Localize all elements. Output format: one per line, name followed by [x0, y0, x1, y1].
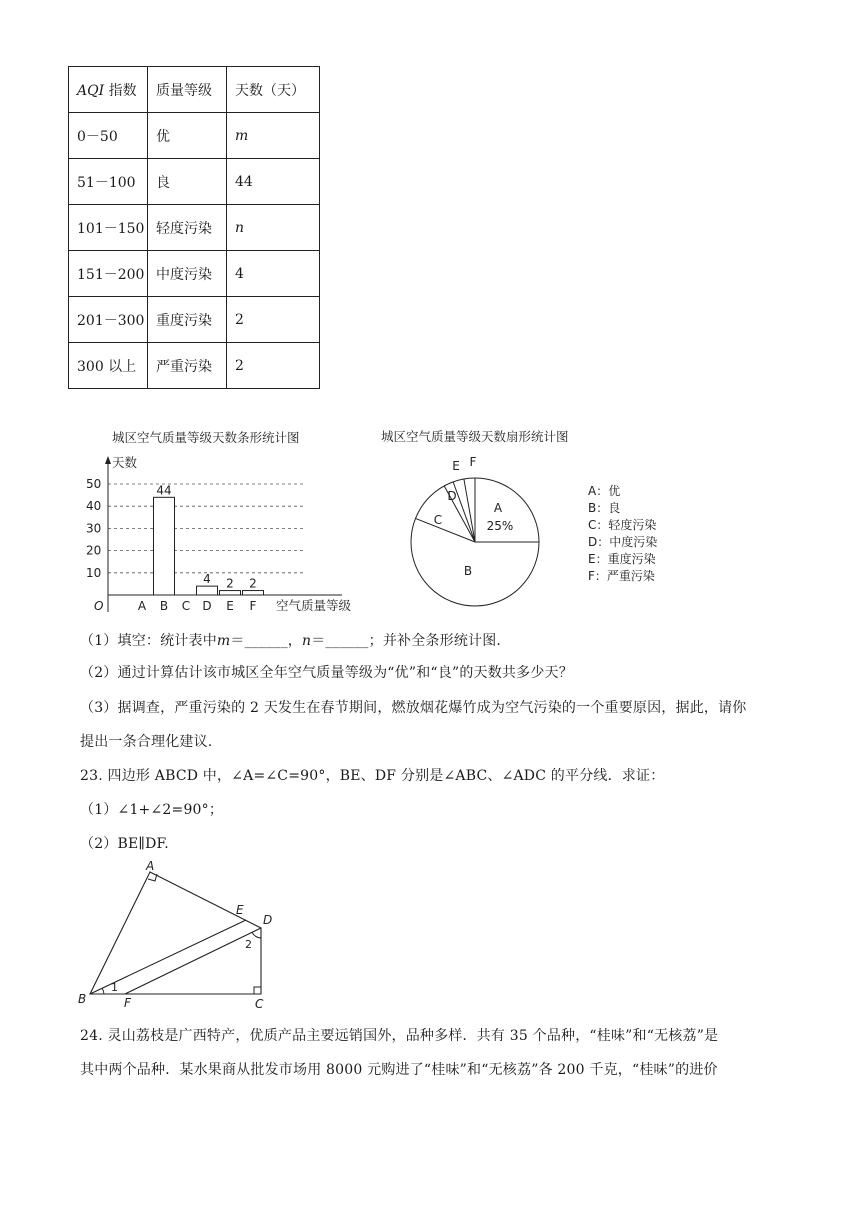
- origin-label: O: [94, 599, 104, 613]
- angle-2-label: 2: [245, 938, 252, 951]
- quadrilateral-abcd: [90, 872, 261, 994]
- cell-level: 轻度污染: [148, 205, 227, 251]
- cell-days: 44: [227, 159, 320, 205]
- y-ticks: [86, 477, 101, 580]
- y-axis-arrow: [105, 456, 111, 464]
- legend-entry: E：重度污染: [588, 552, 656, 566]
- aqi-table: [68, 66, 320, 389]
- table-row: [69, 205, 320, 251]
- point-b-label: B: [78, 992, 87, 1006]
- table-header-row: [69, 67, 320, 113]
- cell-days: 4: [227, 251, 320, 297]
- x-tick-label: F: [249, 599, 257, 613]
- q1-n: n: [302, 633, 312, 649]
- cell-range: 300 以上: [69, 343, 148, 389]
- cell-level: 优: [148, 113, 227, 159]
- cell-range: 51－100: [69, 159, 148, 205]
- pie-chart-title: 城区空气质量等级天数扇形统计图: [381, 429, 569, 444]
- y-tick-label: 30: [86, 521, 102, 536]
- bar-data-label: 44: [156, 483, 172, 498]
- pie-slice-label: F: [469, 455, 477, 469]
- legend-entry: A：优: [588, 484, 621, 498]
- y-tick-label: 10: [86, 565, 102, 580]
- bars: [138, 483, 264, 613]
- question-3-line2: 提出一条合理化建议.: [80, 734, 213, 750]
- table-row: [69, 159, 320, 205]
- cell-days: n: [227, 205, 320, 251]
- problem-23-part1: （1）∠1+∠2=90°；: [80, 802, 224, 818]
- legend-entry: C：轻度污染: [588, 518, 657, 532]
- header-level: 质量等级: [148, 67, 227, 113]
- table-row: [69, 297, 320, 343]
- y-tick-label: 50: [86, 477, 102, 491]
- q1-prefix: （1）填空：统计表中: [80, 633, 217, 649]
- legend-entry: B：良: [588, 501, 621, 515]
- point-e-label: E: [236, 903, 244, 917]
- point-d-label: D: [263, 913, 273, 927]
- question-1: [80, 631, 501, 651]
- pie-slice-label: E: [452, 459, 460, 473]
- cell-range: 0－50: [69, 113, 148, 159]
- problem-24-line1: 24. 灵山荔枝是广西特产，优质产品主要远销国外，品种多样．共有 35 个品种，“桂味”和“无核荔”是: [80, 1028, 719, 1044]
- problem-24-line2: 其中两个品种．某水果商从批发市场用 8000 元购进了“桂味”和“无核荔”各 200 千克，“桂味”的进价: [80, 1062, 718, 1078]
- question-3-line1: （3）据调查，严重污染的 2 天发生在春节期间，燃放烟花爆竹成为空气污染的一个重要原因，据此，请你: [80, 700, 747, 716]
- header-aqi: AQI 指数: [69, 67, 148, 113]
- bisector-df: [125, 928, 261, 994]
- x-tick-label: A: [137, 599, 147, 613]
- bar-F: [243, 591, 264, 595]
- bar-data-label: 2: [226, 576, 234, 591]
- table-row: [69, 251, 320, 297]
- angle-1-arc: [102, 988, 104, 994]
- bar-chart: [80, 420, 380, 620]
- pie-legend: [588, 483, 657, 583]
- bar-data-label: 4: [203, 572, 211, 587]
- x-tick-label: C: [181, 599, 191, 613]
- right-angle-c: [254, 987, 261, 994]
- table-row: [69, 343, 320, 389]
- cell-level: 中度污染: [148, 251, 227, 297]
- pie-pct-label: 25%: [486, 519, 514, 533]
- bar-E: [220, 591, 241, 595]
- angle-2-arc: [252, 932, 261, 938]
- cell-days: 2: [227, 343, 320, 389]
- cell-level: 良: [148, 159, 227, 205]
- cell-days: 2: [227, 297, 320, 343]
- question-2: （2）通过计算估计该市城区全年空气质量等级为“优”和“良”的天数共多少天？: [80, 665, 573, 681]
- cell-level: 严重污染: [148, 343, 227, 389]
- y-axis-label: 天数: [112, 455, 138, 470]
- angle-1-label: 1: [111, 981, 118, 994]
- cell-level: 重度污染: [148, 297, 227, 343]
- x-axis-label: 空气质量等级: [276, 598, 352, 613]
- pie-slice-label: C: [433, 513, 443, 527]
- legend-entry: F：严重污染: [588, 569, 655, 583]
- cell-range: 101－150: [69, 205, 148, 251]
- cell-range: 201－300: [69, 297, 148, 343]
- bar-chart-title: 城区空气质量等级天数条形统计图: [112, 430, 300, 445]
- pie-slices: [411, 455, 539, 606]
- y-tick-label: 20: [86, 543, 102, 558]
- point-c-label: C: [255, 997, 264, 1011]
- problem-23-part2: （2）BE∥DF.: [80, 836, 169, 852]
- table-row: [69, 113, 320, 159]
- bar-grid: [108, 484, 306, 573]
- y-tick-label: 40: [86, 499, 102, 514]
- geometry-figure: [74, 860, 274, 1012]
- pie-chart: [380, 420, 680, 615]
- x-tick-label: D: [202, 599, 212, 613]
- bar-D: [197, 586, 218, 595]
- pie-slice-boundary: [415, 518, 475, 542]
- cell-days: m: [227, 113, 320, 159]
- q1-mid2: ＝______；并补全条形统计图.: [311, 633, 502, 649]
- problem-23: 23. 四边形 ABCD 中，∠A=∠C=90°，BE、DF 分别是∠ABC、∠ADC 的平分线．求证：: [80, 768, 665, 784]
- pie-slice-label: A: [493, 501, 503, 515]
- x-tick-label: E: [226, 599, 234, 613]
- point-f-label: F: [124, 996, 131, 1010]
- pie-slice-label: D: [447, 489, 457, 503]
- bar-B: [154, 497, 175, 595]
- bar-data-label: 2: [249, 576, 257, 591]
- cell-range: 151－200: [69, 251, 148, 297]
- q1-mid1: ＝______，: [230, 633, 303, 649]
- q1-m: m: [216, 633, 231, 649]
- header-days: 天数（天）: [227, 67, 320, 113]
- x-tick-label: B: [159, 599, 169, 613]
- point-a-label: A: [146, 860, 155, 873]
- legend-entry: D：中度污染: [588, 535, 658, 549]
- pie-slice-label: B: [463, 564, 473, 578]
